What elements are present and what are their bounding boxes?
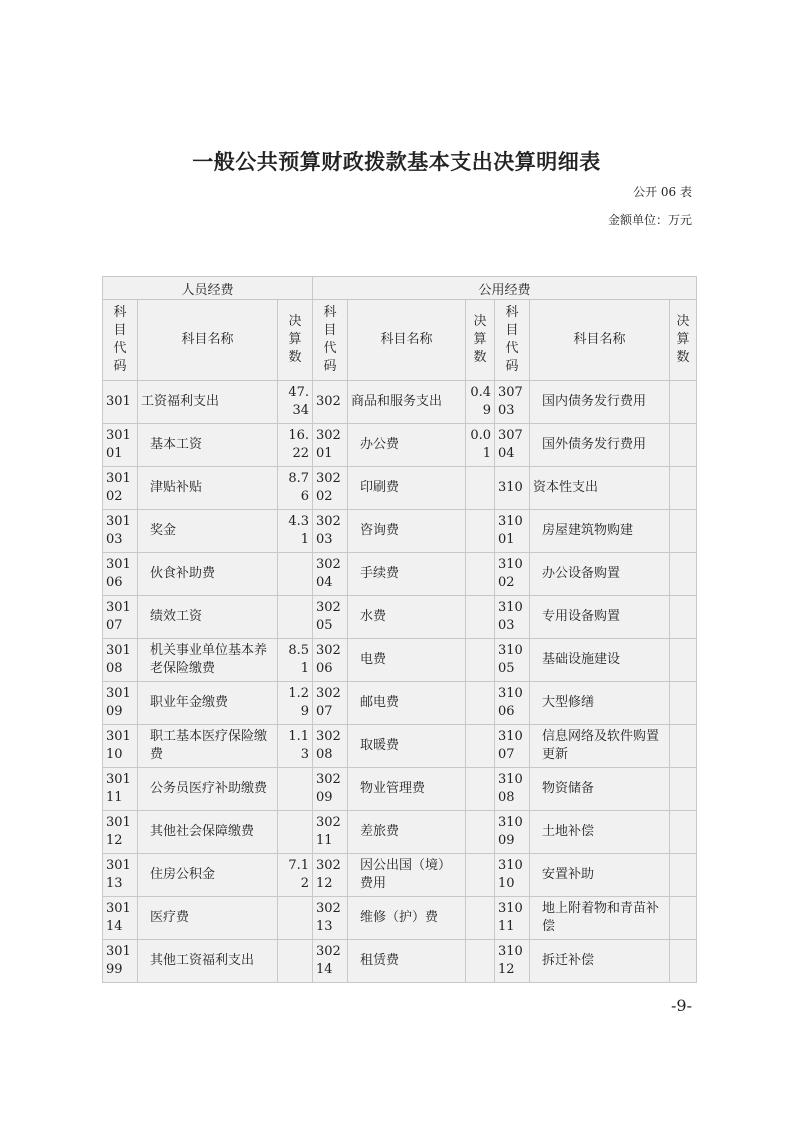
amount-cell: 16.22 [278, 424, 313, 467]
amount-cell [670, 424, 697, 467]
name-cell: 商品和服务支出 [348, 381, 466, 424]
name-cell: 奖金 [138, 510, 278, 553]
code-cell: 30109 [103, 682, 138, 725]
code-cell: 30103 [103, 510, 138, 553]
name-cell: 机关事业单位基本养老保险缴费 [138, 639, 278, 682]
code-cell: 31005 [495, 639, 530, 682]
header-code: 科目代码 [313, 300, 348, 381]
table-row [103, 682, 697, 725]
amount-cell [670, 553, 697, 596]
amount-cell [466, 768, 495, 811]
amount-cell [278, 811, 313, 854]
name-cell: 电费 [348, 639, 466, 682]
code-cell: 31006 [495, 682, 530, 725]
amount-cell [278, 596, 313, 639]
header-code: 科目代码 [495, 300, 530, 381]
amount-cell [466, 940, 495, 983]
amount-cell [670, 682, 697, 725]
name-cell: 租赁费 [348, 940, 466, 983]
code-cell: 30211 [313, 811, 348, 854]
page-title: 一般公共预算财政拨款基本支出决算明细表 [192, 149, 601, 174]
code-cell: 31011 [495, 897, 530, 940]
name-cell: 印刷费 [348, 467, 466, 510]
amount-cell [466, 553, 495, 596]
name-cell: 基本工资 [138, 424, 278, 467]
amount-cell [670, 854, 697, 897]
amount-cell [466, 682, 495, 725]
code-cell: 30114 [103, 897, 138, 940]
amount-cell: 0.49 [466, 381, 495, 424]
name-cell: 手续费 [348, 553, 466, 596]
name-cell: 资本性支出 [530, 467, 670, 510]
unit-label: 金额单位：万元 [607, 213, 692, 227]
amount-cell: 8.51 [278, 639, 313, 682]
amount-cell [670, 510, 697, 553]
name-cell: 医疗费 [138, 897, 278, 940]
code-cell: 30212 [313, 854, 348, 897]
name-cell: 咨询费 [348, 510, 466, 553]
code-cell: 30209 [313, 768, 348, 811]
amount-cell [278, 897, 313, 940]
name-cell: 国内债务发行费用 [530, 381, 670, 424]
amount-cell [670, 467, 697, 510]
table-row [103, 424, 697, 467]
amount-cell [670, 897, 697, 940]
name-cell: 水费 [348, 596, 466, 639]
name-cell: 差旅费 [348, 811, 466, 854]
name-cell: 伙食补助费 [138, 553, 278, 596]
code-cell: 30214 [313, 940, 348, 983]
amount-cell [466, 897, 495, 940]
name-cell: 专用设备购置 [530, 596, 670, 639]
code-cell: 30107 [103, 596, 138, 639]
amount-cell [466, 596, 495, 639]
code-cell: 30101 [103, 424, 138, 467]
table-row [103, 467, 697, 510]
code-cell: 30205 [313, 596, 348, 639]
code-cell: 30199 [103, 940, 138, 983]
amount-cell [670, 596, 697, 639]
amount-cell [466, 510, 495, 553]
amount-cell: 0.01 [466, 424, 495, 467]
code-cell: 30203 [313, 510, 348, 553]
code-cell: 31003 [495, 596, 530, 639]
expenditure-table [102, 276, 697, 983]
name-cell: 国外债务发行费用 [530, 424, 670, 467]
code-cell: 31007 [495, 725, 530, 768]
amount-cell [670, 725, 697, 768]
name-cell: 土地补偿 [530, 811, 670, 854]
code-cell: 30206 [313, 639, 348, 682]
amount-cell [670, 639, 697, 682]
table-row [103, 725, 697, 768]
amount-cell: 1.29 [278, 682, 313, 725]
code-cell: 310 [495, 467, 530, 510]
name-cell: 大型修缮 [530, 682, 670, 725]
table-row [103, 897, 697, 940]
name-cell: 绩效工资 [138, 596, 278, 639]
code-cell: 30704 [495, 424, 530, 467]
name-cell: 津贴补贴 [138, 467, 278, 510]
name-cell: 办公设备购置 [530, 553, 670, 596]
code-cell: 30213 [313, 897, 348, 940]
name-cell: 其他社会保障缴费 [138, 811, 278, 854]
name-cell: 公务员医疗补助缴费 [138, 768, 278, 811]
code-cell: 30208 [313, 725, 348, 768]
name-cell: 基础设施建设 [530, 639, 670, 682]
code-cell: 31012 [495, 940, 530, 983]
amount-cell [670, 768, 697, 811]
code-cell: 30113 [103, 854, 138, 897]
table-row [103, 596, 697, 639]
amount-cell [466, 854, 495, 897]
code-cell: 30204 [313, 553, 348, 596]
code-cell: 302 [313, 381, 348, 424]
name-cell: 工资福利支出 [138, 381, 278, 424]
amount-cell [466, 467, 495, 510]
table-code: 公开 06 表 [633, 185, 692, 199]
code-cell: 30207 [313, 682, 348, 725]
amount-cell [466, 811, 495, 854]
name-cell: 职工基本医疗保险缴费 [138, 725, 278, 768]
name-cell: 取暖费 [348, 725, 466, 768]
amount-cell [278, 768, 313, 811]
table-row [103, 854, 697, 897]
table-row [103, 811, 697, 854]
name-cell: 因公出国（境）费用 [348, 854, 466, 897]
amount-cell [466, 639, 495, 682]
amount-cell [670, 381, 697, 424]
header-amount: 决算数 [278, 300, 313, 381]
amount-cell [278, 940, 313, 983]
code-cell: 30202 [313, 467, 348, 510]
code-cell: 30703 [495, 381, 530, 424]
amount-cell: 8.76 [278, 467, 313, 510]
code-cell: 30201 [313, 424, 348, 467]
header-amount: 决算数 [670, 300, 697, 381]
table-row [103, 510, 697, 553]
code-cell: 30108 [103, 639, 138, 682]
amount-cell [278, 553, 313, 596]
name-cell: 房屋建筑物购建 [530, 510, 670, 553]
table-row [103, 940, 697, 983]
name-cell: 物业管理费 [348, 768, 466, 811]
name-cell: 物资储备 [530, 768, 670, 811]
name-cell: 办公费 [348, 424, 466, 467]
code-cell: 31008 [495, 768, 530, 811]
header-name: 科目名称 [138, 300, 278, 381]
name-cell: 住房公积金 [138, 854, 278, 897]
group-personnel: 人员经费 [103, 277, 313, 300]
table-row [103, 768, 697, 811]
table-row [103, 381, 697, 424]
header-amount: 决算数 [466, 300, 495, 381]
code-cell: 31010 [495, 854, 530, 897]
code-cell: 30110 [103, 725, 138, 768]
header-code: 科目代码 [103, 300, 138, 381]
code-cell: 31001 [495, 510, 530, 553]
code-cell: 30106 [103, 553, 138, 596]
amount-cell: 47.34 [278, 381, 313, 424]
name-cell: 信息网络及软件购置更新 [530, 725, 670, 768]
name-cell: 维修（护）费 [348, 897, 466, 940]
amount-cell [670, 940, 697, 983]
code-cell: 301 [103, 381, 138, 424]
table-row [103, 639, 697, 682]
amount-cell: 7.12 [278, 854, 313, 897]
amount-cell [670, 811, 697, 854]
header-name: 科目名称 [348, 300, 466, 381]
page-number: -9- [671, 996, 692, 1015]
amount-cell: 1.13 [278, 725, 313, 768]
name-cell: 邮电费 [348, 682, 466, 725]
amount-cell [466, 725, 495, 768]
header-name: 科目名称 [530, 300, 670, 381]
name-cell: 地上附着物和青苗补偿 [530, 897, 670, 940]
name-cell: 其他工资福利支出 [138, 940, 278, 983]
code-cell: 31002 [495, 553, 530, 596]
code-cell: 30111 [103, 768, 138, 811]
group-public: 公用经费 [313, 277, 697, 300]
amount-cell: 4.31 [278, 510, 313, 553]
name-cell: 安置补助 [530, 854, 670, 897]
name-cell: 职业年金缴费 [138, 682, 278, 725]
code-cell: 30102 [103, 467, 138, 510]
code-cell: 30112 [103, 811, 138, 854]
name-cell: 拆迁补偿 [530, 940, 670, 983]
code-cell: 31009 [495, 811, 530, 854]
table-row [103, 553, 697, 596]
